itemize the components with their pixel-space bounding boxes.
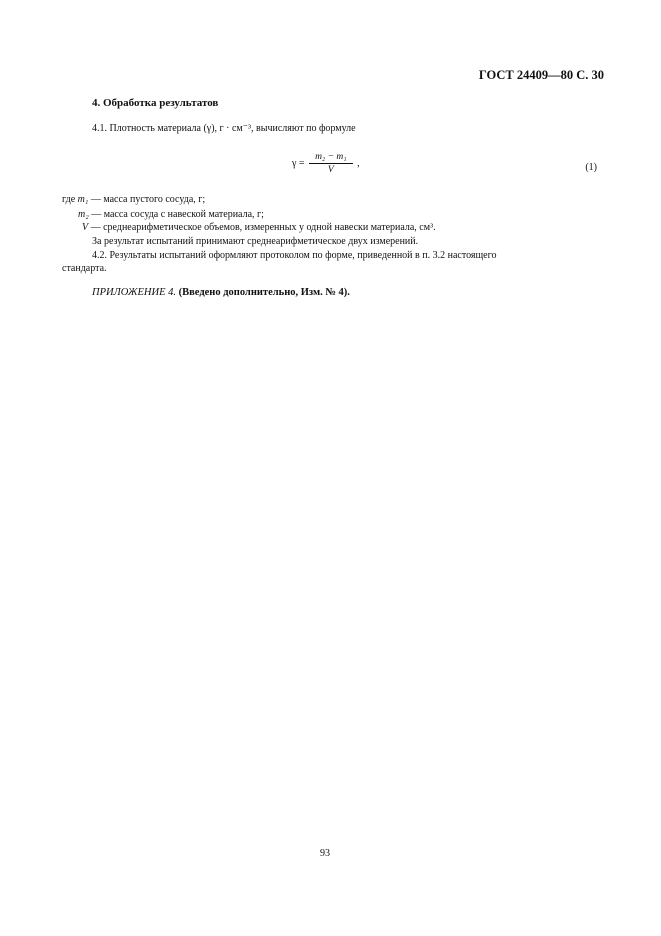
equation-number: (1)	[585, 162, 597, 173]
paragraph-4-2-line1: 4.2. Результаты испытаний оформляют протоколом по форме, приведенной в п. 3.2 настоящего	[92, 250, 497, 261]
formula-fraction	[309, 152, 353, 175]
page-number: 93	[320, 848, 330, 859]
formula-denominator: V	[327, 165, 334, 175]
definition-symbol: m₁	[77, 194, 89, 205]
page-header: ГОСТ 24409—80 С. 30	[478, 68, 604, 82]
definition-text: — масса пустого сосуда, г;	[90, 194, 206, 205]
definition-symbol: V	[82, 222, 89, 233]
definition-m1	[62, 194, 205, 205]
intro-paragraph: 4.1. Плотность материала (γ), г · см⁻³, вычисляют по формуле	[92, 123, 356, 134]
appendix-title: ПРИЛОЖЕНИЕ 4.	[92, 287, 176, 298]
result-note: За результат испытаний принимают среднеарифметическое двух измерений.	[92, 236, 419, 247]
section-title: 4. Обработка результатов	[92, 97, 219, 109]
formula	[292, 152, 360, 175]
formula-numerator: m₂ − m₁	[309, 152, 353, 164]
appendix-note	[92, 287, 350, 298]
definition-v	[82, 222, 436, 233]
definition-prefix: где	[62, 194, 76, 205]
definition-text: — среднеарифметическое объемов, измеренных у одной навески материала, см³.	[90, 222, 436, 233]
definition-symbol: m₂	[78, 209, 89, 220]
definition-m2	[78, 209, 264, 220]
formula-lhs: γ =	[292, 158, 305, 169]
appendix-change: (Введено дополнительно, Изм. № 4).	[178, 287, 350, 298]
formula-trailing: ,	[357, 158, 360, 169]
definition-text: — масса сосуда с навеской материала, г;	[91, 209, 264, 220]
paragraph-4-2-line2: стандарта.	[62, 263, 107, 274]
